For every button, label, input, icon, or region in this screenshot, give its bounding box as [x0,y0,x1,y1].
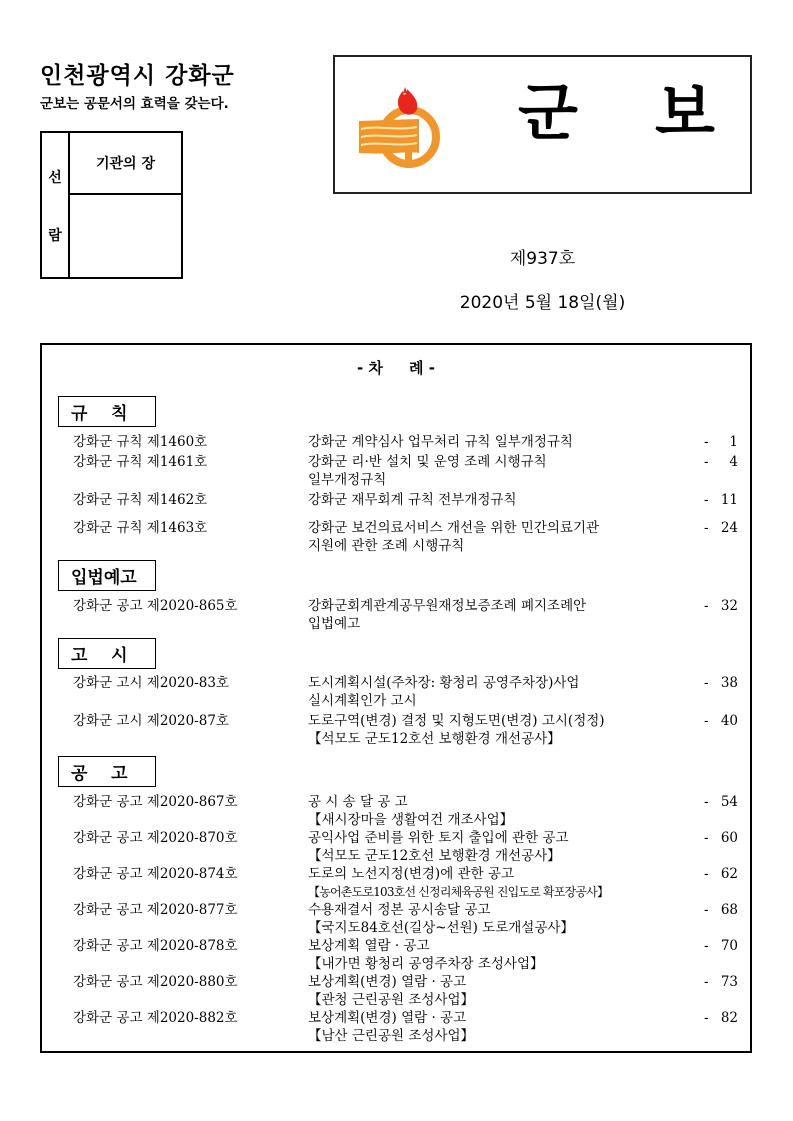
toc-desc: 강화군회계관계공무원재정보증조례 폐지조례안 [308,598,587,614]
toc-ref: 강화군 공고 제2020-877호 [73,902,238,918]
ganghwa-county-emblem-icon [357,81,449,173]
toc-desc: 수용재결서 정본 공시송달 공고 [308,902,491,918]
toc-dash: - [704,866,709,882]
toc-page: 62 [720,866,738,882]
review-label-bottom: 람 [48,228,62,244]
review-label-top: 선 [48,170,62,186]
toc-dash: - [704,454,709,470]
toc-desc-line2: 【석모도 군도12호선 보행환경 개선공사】 [308,848,561,864]
toc-page: 54 [720,794,738,810]
toc-desc-line2: 【새시장마을 생활여건 개조사업】 [308,812,514,828]
toc-desc-line2: 【남산 근린공원 조성사업】 [308,1028,474,1044]
toc-desc: 공 시 송 달 공 고 [308,794,408,810]
toc-desc-line2: 【관청 근린공원 조성사업】 [308,992,474,1008]
toc-ref: 강화군 공고 제2020-878호 [73,938,238,954]
toc-desc: 보상계획(변경) 열람 · 공고 [308,1010,467,1026]
toc-desc: 도로의 노선지정(변경)에 관한 공고 [308,866,514,882]
toc-desc-line2: 【내가면 황청리 공영주차장 조성사업】 [308,956,544,972]
toc-desc: 도시계획시설(주차장: 황청리 공영주차장)사업 [308,675,580,691]
publisher-title: 인천광역시 강화군 [40,63,235,89]
toc-desc: 보상계획(변경) 열람 · 공고 [308,974,467,990]
review-label-column [42,133,70,277]
toc-page: 38 [720,675,738,691]
toc-dash: - [704,830,709,846]
masthead-title-char-1: 군 [518,76,578,149]
toc-page: 1 [729,434,738,450]
toc-ref: 강화군 규칙 제1463호 [73,520,208,536]
issue-date: 2020년 5월 18일(월) [459,293,626,313]
section-heading-legislative-notice: 입법예고 [58,560,156,591]
toc-dash: - [704,675,709,691]
legal-effect-notice: 군보는 공문서의 효력을 갖는다. [40,96,229,112]
toc-desc-line2: 실시계획인가 고시 [308,693,417,709]
toc-desc: 도로구역(변경) 결정 및 지형도면(변경) 고시(정정) [308,713,605,729]
toc-dash: - [704,1010,709,1026]
toc-desc: 강화군 리·반 설치 및 운영 조례 시행규칙 [308,454,547,470]
toc-ref: 강화군 고시 제2020-87호 [73,713,229,729]
toc-desc: 보상계획 열람 · 공고 [308,938,430,954]
toc-page: 4 [729,454,738,470]
section-heading-notification: 고 시 [58,638,156,669]
section-heading-public-notice: 공 고 [58,756,156,787]
toc-page: 60 [720,830,738,846]
toc-page: 32 [720,598,738,614]
toc-dash: - [704,902,709,918]
toc-ref: 강화군 공고 제2020-865호 [73,598,238,614]
toc-ref: 강화군 공고 제2020-874호 [73,866,238,882]
toc-dash: - [704,938,709,954]
toc-dash: - [704,974,709,990]
masthead-box [333,55,752,194]
toc-page: 73 [720,974,738,990]
toc-page: 82 [720,1010,738,1026]
toc-title: - 차 례 - [357,359,435,377]
section-heading-rules: 규 칙 [58,396,156,427]
toc-desc: 강화군 계약심사 업무처리 규칙 일부개정규칙 [308,434,573,450]
toc-page: 24 [720,520,738,536]
toc-ref: 강화군 규칙 제1460호 [73,434,208,450]
toc-desc: 공익사업 준비를 위한 토지 출입에 관한 공고 [308,830,569,846]
toc-ref: 강화군 공고 제2020-882호 [73,1010,238,1026]
agency-head-cell: 기관의 장 [70,133,181,195]
toc-desc-line2: 【농어촌도로103호선 신정리체육공원 진입도로 확포장공사】 [308,885,609,899]
toc-ref: 강화군 고시 제2020-83호 [73,675,229,691]
toc-desc: 강화군 보건의료서비스 개선을 위한 민간의료기관 [308,520,600,536]
toc-dash: - [704,794,709,810]
toc-ref: 강화군 공고 제2020-867호 [73,794,238,810]
table-of-contents [40,343,752,1053]
toc-desc-line2: 지원에 관한 조례 시행규칙 [308,538,465,554]
toc-dash: - [704,520,709,536]
toc-dash: - [704,598,709,614]
toc-desc-line2: 【석모도 군도12호선 보행환경 개선공사】 [308,731,561,747]
toc-page: 70 [720,938,738,954]
review-box [40,131,183,279]
masthead-title-char-2: 보 [655,76,715,149]
toc-ref: 강화군 규칙 제1461호 [73,454,208,470]
toc-ref: 강화군 규칙 제1462호 [73,492,208,508]
toc-dash: - [704,492,709,508]
toc-desc-line2: 일부개정규칙 [308,472,387,488]
issue-number: 제937호 [509,249,576,269]
toc-desc: 강화군 재무회계 규칙 전부개정규칙 [308,492,517,508]
toc-page: 68 [720,902,738,918]
toc-page: 40 [720,713,738,729]
toc-dash: - [704,713,709,729]
toc-ref: 강화군 공고 제2020-880호 [73,974,238,990]
toc-desc-line2: 【국지도84호선(길상~선원) 도로개설공사】 [308,920,574,936]
toc-dash: - [704,434,709,450]
toc-page: 11 [720,492,738,508]
toc-desc-line2: 입법예고 [308,616,361,632]
toc-ref: 강화군 공고 제2020-870호 [73,830,238,846]
